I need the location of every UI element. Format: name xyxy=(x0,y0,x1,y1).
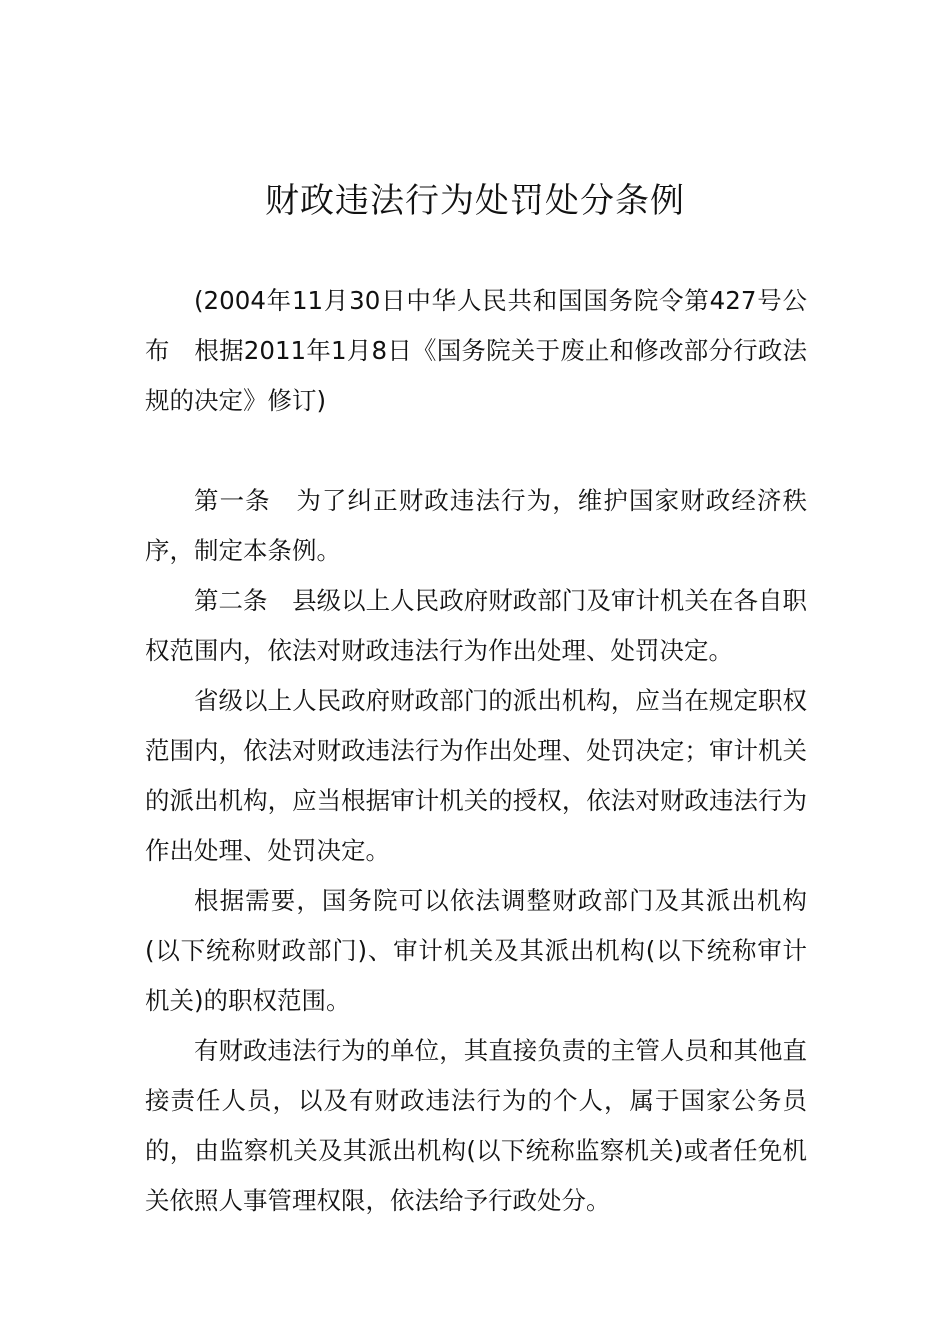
body-paragraph: 省级以上人民政府财政部门的派出机构，应当在规定职权范围内，依法对财政违法行为作出处理、处罚决定；审计机关的派出机构，应当根据审计机关的授权，依法对财政违法行为作出处理、处罚决定。 xyxy=(145,686,807,865)
preamble-paragraph: (2004年11月30日中华人民共和国国务院令第427号公布 根据2011年1月8日《国务院关于废止和修改部分行政法规的决定》修订) xyxy=(145,286,807,415)
article-2-paragraph: 第二条 县级以上人民政府财政部门及审计机关在各自职权范围内，依法对财政违法行为作出处理、处罚决定。 xyxy=(145,586,807,665)
body-paragraph: 根据需要，国务院可以依法调整财政部门及其派出机构(以下统称财政部门)、审计机关及其派出机构(以下统称审计机关)的职权范围。 xyxy=(145,886,807,1015)
document-title: 财政违法行为处罚处分条例 xyxy=(265,181,685,221)
article-1-paragraph: 第一条 为了纠正财政违法行为，维护国家财政经济秩序，制定本条例。 xyxy=(145,486,807,565)
body-paragraph: 有财政违法行为的单位，其直接负责的主管人员和其他直接责任人员，以及有财政违法行为的个人，属于国家公务员的，由监察机关及其派出机构(以下统称监察机关)或者任免机关依照人事管理权限，依法给予行政处分。 xyxy=(145,1036,807,1215)
document-body xyxy=(145,276,807,1226)
